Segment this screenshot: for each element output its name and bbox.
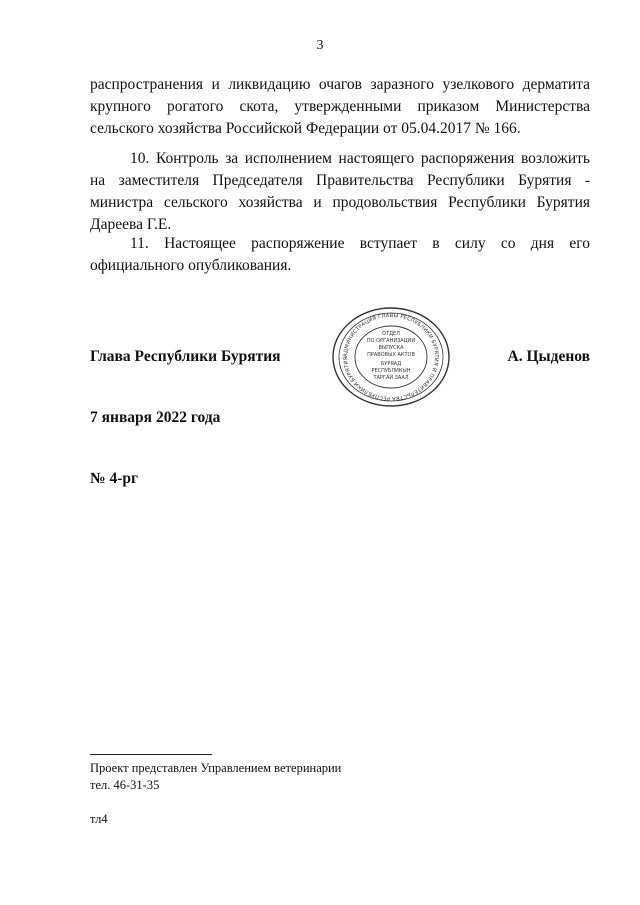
stamp-line: БУРЯАД	[380, 361, 402, 367]
stamp-line: ПРАВОВЫХ АКТОВ	[367, 352, 415, 358]
page-number: 3	[316, 38, 324, 53]
stamp-line: ТАРГАЙ ЗААЛ	[373, 375, 409, 381]
footnote-project-source: Проект представлен Управлением ветеринарии	[90, 761, 342, 775]
paragraph-continuation: распространения и ликвидацию очагов заразного узелкового дерматита крупного рогатого скота, утвержденными приказом Министерства сельского хозяйства Российской Федерации от 05.04.2017 № 166.	[90, 76, 590, 137]
signatory-name: А. Цыденов	[507, 348, 590, 365]
document-number: № 4-рг	[90, 470, 139, 487]
stamp-line: ВЫПУСКА	[378, 345, 404, 351]
stamp-line: ОТДЕЛ	[382, 331, 400, 337]
footnote-divider	[90, 754, 212, 755]
document-date: 7 января 2022 года	[90, 409, 221, 426]
footnote-phone: тел. 46-31-35	[90, 778, 160, 792]
paragraph-10: 10. Контроль за исполнением настоящего распоряжения возложить на заместителя Председателя Правительства Республики Бурятия - министра сельского хозяйства и продовольствия Республики Бурятия Дареева Г.Е.	[90, 150, 590, 233]
signatory-title: Глава Республики Бурятия	[90, 348, 281, 365]
stamp-line: ПО ОРГАНИЗАЦИИ	[366, 338, 416, 344]
paragraph-11: 11. Настоящее распоряжение вступает в силу со дня его официального опубликования.	[90, 235, 590, 274]
official-stamp	[328, 305, 454, 409]
stamp-line: РЕСПУБЛИКЫН	[371, 368, 411, 374]
typist-code: тл4	[90, 812, 108, 826]
stamp-ring-text: АДМИНИСТРАЦИЯ ГЛАВЫ РЕСПУБЛИКИ БУРЯТИЯ И ПРАВИТЕЛЬСТВА РЕСПУБЛИКИ БУРЯТИЯ	[342, 312, 440, 402]
